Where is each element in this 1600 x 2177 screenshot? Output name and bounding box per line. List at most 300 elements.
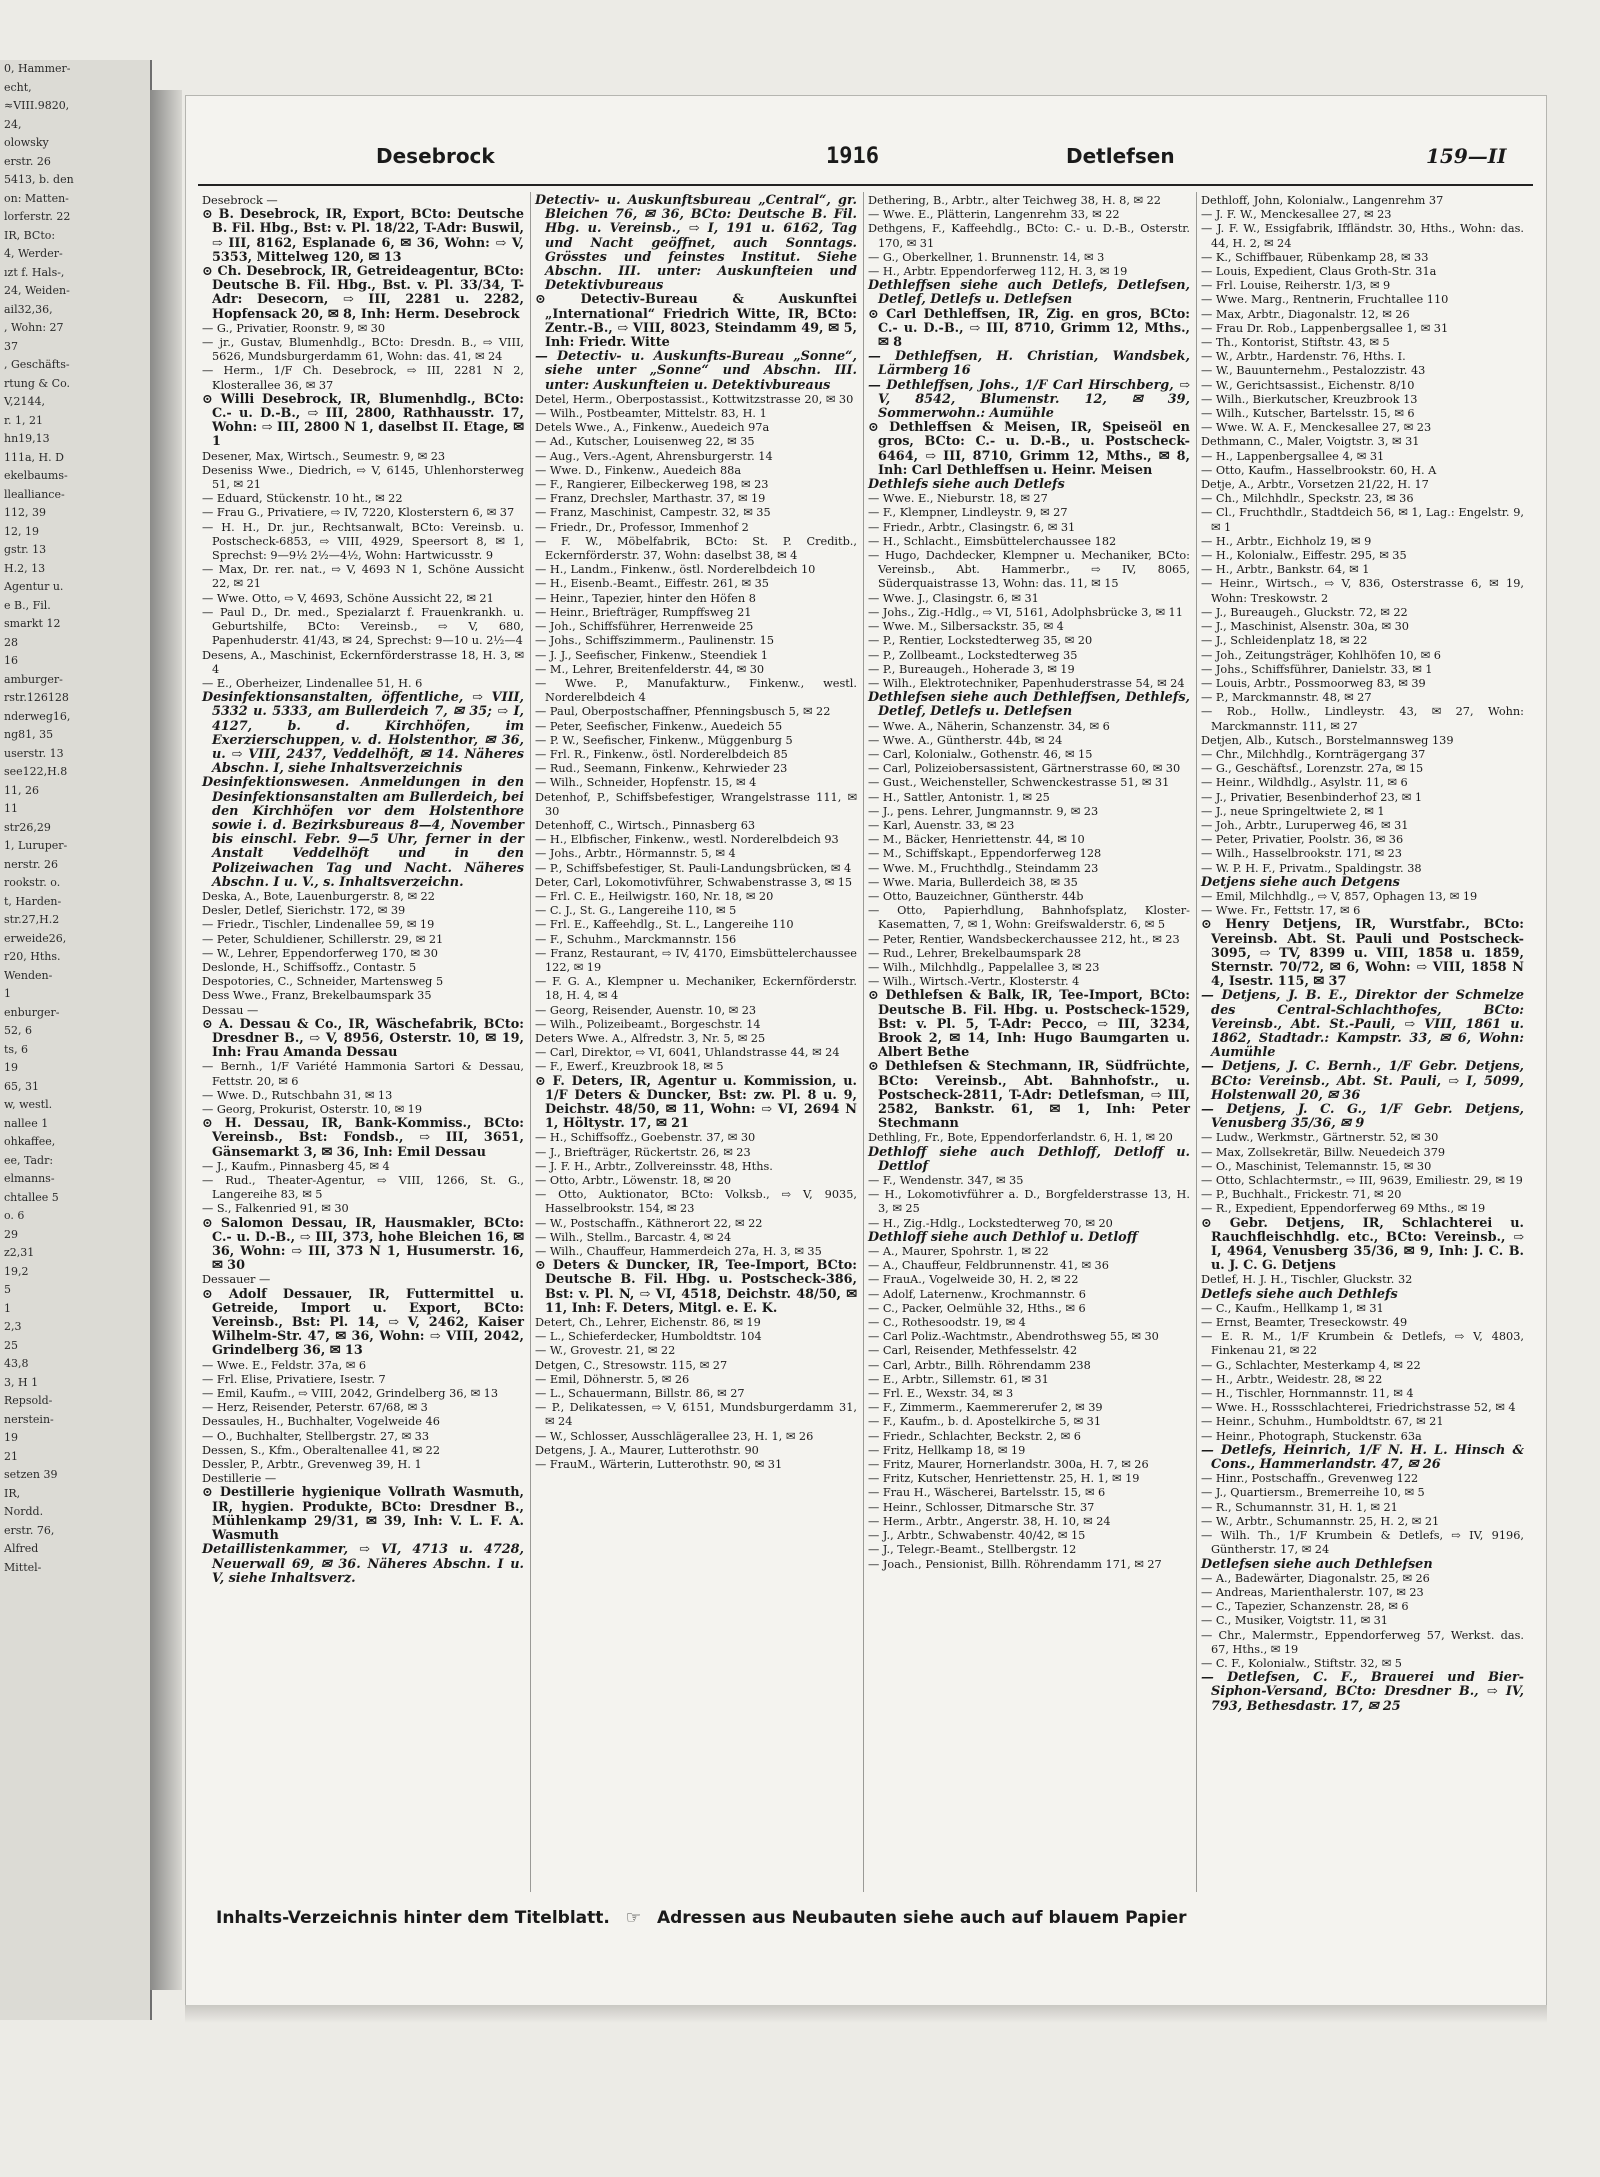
directory-entry: — Franz, Restaurant, ⇨ IV, 4170, Eimsbüttelerchaussee 122, ✉ 19: [535, 946, 857, 974]
facing-page-edge: [0, 60, 152, 2020]
directory-entry: Desinfektionswesen. Anmeldungen in den Desinfektionsanstalten am Bullerdeich, bei den Kirchhöfen vor dem Holstenthore sowie i. d. Bezirksbureaus 8—4, November bis einschl. Febr. 9—5 Uhr, ferner in der Anstalt Veddelhöft und in den Polizeiwachen Tag und Nacht. Näheres Abschn. I u. V., s. Inhaltsverzeichn.: [202, 775, 524, 890]
directory-entry: — Heinr., Schuhm., Humboldtstr. 67, ✉ 21: [1201, 1415, 1444, 1429]
directory-entry: — H., Sattler, Antonistr. 1, ✉ 25: [868, 790, 1050, 804]
facing-page-line: setzen 39: [4, 1468, 58, 1481]
facing-page-line: 5: [4, 1283, 11, 1296]
directory-entry: — Otto, Papierhdlung, Bahnhofsplatz, Kloster-Kasematten, 7, ✉ 1, Wohn: Greifswalderstr. 6, ✉ 5: [868, 904, 1190, 932]
directory-entry: — Frl. R., Finkenw., östl. Norderelbdeich 85: [535, 747, 788, 761]
directory-entry: Detel, Herm., Oberpostassist., Kottwitzstrasse 20, ✉ 30: [535, 392, 854, 406]
facing-page-line: chtallee 5: [4, 1190, 59, 1204]
facing-page-line: 0, Hammer-: [4, 62, 71, 75]
directory-entry: — Joach., Pensionist, Billh. Röhrendamm 171, ✉ 27: [868, 1557, 1162, 1571]
directory-entry: — J. F. H., Arbtr., Zollvereinsstr. 48, Hths.: [535, 1159, 773, 1173]
directory-entry: — C., Musiker, Voigtstr. 11, ✉ 31: [1201, 1614, 1388, 1628]
facing-page-line: 19: [4, 1061, 18, 1074]
directory-entry: Detjen, Alb., Kutsch., Borstelmannsweg 139: [1201, 733, 1454, 747]
directory-entry: Dethloff, John, Kolonialw., Langenrehm 37: [1201, 194, 1444, 207]
directory-entry: Dethering, B., Arbtr., alter Teichweg 38, H. 8, ✉ 22: [868, 194, 1161, 207]
directory-entry: Detert, Ch., Lehrer, Eichenstr. 86, ✉ 19: [535, 1316, 761, 1330]
facing-page-line: 24,: [4, 117, 22, 131]
facing-page-line: rstr.126128: [4, 691, 69, 704]
directory-entry: ⊙ Henry Detjens, IR, Wurstfabr., BCto: Vereinsb. Abt. St. Pauli und Postscheck-3095, ⇨ TV, 8399 u. VIII, 1858 u. 1859, Sternstr. 70/72, ✉ 6, Wohn: ⇨ VIII, 1858 N 4, Isestr. 115, ✉ 37: [1201, 917, 1524, 990]
directory-entry: — Wwe. D., Rutschbahn 31, ✉ 13: [202, 1088, 393, 1102]
directory-entry: Dessler, P., Arbtr., Grevenweg 39, H. 1: [202, 1458, 422, 1472]
directory-entry: — Louis, Expedient, Claus Groth-Str. 31a: [1201, 265, 1437, 279]
directory-entry: — Herz, Reisender, Peterstr. 67/68, ✉ 3: [202, 1401, 428, 1415]
directory-entry: — Wilh., Chauffeur, Hammerdeich 27a, H. 3, ✉ 35: [535, 1245, 822, 1259]
directory-entry: — J., Maschinist, Alsenstr. 30a, ✉ 30: [1201, 620, 1409, 634]
directory-entry: — Wilh. Th., 1/F Krumbein & Detlefs, ⇨ IV, 9196, Güntherstr. 17, ✉ 24: [1201, 1529, 1524, 1557]
facing-page-line: Agentur u.: [4, 580, 64, 593]
directory-entry: — Heinr., Wirtsch., ⇨ V, 836, Osterstrasse 6, ✉ 19, Wohn: Treskowstr. 2: [1201, 577, 1524, 605]
directory-entry: — W., Arbtr., Schumannstr. 25, H. 2, ✉ 21: [1201, 1514, 1440, 1528]
directory-entry: — Wwe. H., Rossschlachterei, Friedrichstrasse 52, ✉ 4: [1201, 1401, 1516, 1415]
directory-entry: — Chr., Milchhdlg., Kornträgergang 37: [1201, 747, 1426, 761]
directory-entry: — Wilh., Bierkutscher, Kreuzbrook 13: [1201, 392, 1418, 406]
directory-entry: — J. F. W., Menckesallee 27, ✉ 23: [1201, 208, 1392, 222]
facing-page-line: 1: [4, 1301, 11, 1315]
directory-entry: Desener, Max, Wirtsch., Seumestr. 9, ✉ 23: [202, 449, 446, 463]
facing-page-line: ng81, 35: [4, 728, 54, 741]
directory-entry: — C., Kaufm., Hellkamp 1, ✉ 31: [1201, 1301, 1384, 1315]
directory-entry: — Heinr., Tapezier, hinter den Höfen 8: [535, 591, 756, 605]
directory-entry: — W., Bauunternehm., Pestalozzistr. 43: [1201, 364, 1426, 378]
directory-entry: — Friedr., Tischler, Lindenallee 59, ✉ 19: [202, 918, 435, 932]
directory-entry: Deters Wwe. A., Alfredstr. 3, Nr. 5, ✉ 25: [535, 1031, 766, 1045]
facing-page-line: 112, 39: [4, 506, 46, 519]
directory-entry: Detenhof, P., Schiffsbefestiger, Wrangelstrasse 111, ✉ 30: [535, 790, 857, 818]
directory-entry: — W., Gerichtsassist., Eichenstr. 8/10: [1201, 378, 1415, 392]
directory-page: [185, 95, 1547, 2007]
facing-page-line: nerstr. 26: [4, 857, 58, 871]
facing-page-line: lorferstr. 22: [4, 210, 71, 223]
directory-entry: — Friedr., Arbtr., Clasingstr. 6, ✉ 31: [868, 520, 1076, 534]
directory-entry: — H., Lokomotivführer a. D., Borgfelderstrasse 13, H. 3, ✉ 25: [868, 1188, 1190, 1216]
directory-entry: — O., Maschinist, Telemannstr. 15, ✉ 30: [1201, 1159, 1432, 1173]
directory-entry: — E., Arbtr., Sillemstr. 61, ✉ 31: [868, 1372, 1049, 1386]
directory-entry: — Joh., Zeitungsträger, Kohlhöfen 10, ✉ 6: [1201, 648, 1441, 662]
facing-page-line: rtung & Co.: [4, 376, 71, 390]
directory-entry: — Franz, Maschinist, Campestr. 32, ✉ 35: [535, 506, 771, 520]
directory-entry: — H., Arbtr., Eichholz 19, ✉ 9: [1201, 534, 1372, 548]
directory-entry: — Frau H., Wäscherei, Bartelsstr. 15, ✉ 6: [868, 1486, 1106, 1500]
directory-entry: Deseniss Wwe., Diedrich, ⇨ V, 6145, Uhlenhorsterweg 51, ✉ 21: [202, 463, 524, 492]
directory-entry: — C. F., Kolonialw., Stiftstr. 32, ✉ 5: [1201, 1656, 1402, 1670]
header-first-entry: Desebrock: [376, 144, 495, 168]
directory-entry: — Max, Arbtr., Diagonalstr. 12, ✉ 26: [1201, 307, 1410, 321]
directory-entry: — Wilh., Stellm., Barcastr. 4, ✉ 24: [535, 1230, 732, 1244]
directory-entry: — Wilh., Hasselbrookstr. 171, ✉ 23: [1201, 847, 1402, 861]
pointing-hand-icon: ☞: [625, 1908, 642, 1928]
directory-entry: — Rud., Lehrer, Brekelbaumspark 28: [868, 946, 1082, 960]
facing-page-line: 111a, H. D: [4, 450, 64, 464]
directory-entry: — Wwe. P., Manufakturw., Finkenw., westl. Norderelbdeich 4: [535, 676, 857, 705]
facing-page-line: 3, H 1: [4, 1375, 39, 1389]
directory-entry: — W., Arbtr., Hardenstr. 76, Hths. I.: [1201, 350, 1406, 364]
directory-entry: — Herm., Arbtr., Angerstr. 38, H. 10, ✉ 24: [868, 1514, 1111, 1528]
directory-entry: Desinfektionsanstalten, öffentliche, ⇨ VIII, 5332 u. 5333, am Bullerdeich 7, ✉ 35; ⇨ I, 4127, b. d. Kirchhöfen, im Exerzierschuppen, v. d. Holstenthor, ✉ 36, u. ⇨ VIII, 2437, Veddelhöft, ✉ 14. Näheres Abschn. I, siehe Inhaltsverzeichnis: [202, 690, 524, 777]
column-2: [531, 192, 864, 1892]
directory-entry: — Rud., Theater-Agentur, ⇨ VIII, 1266, St. G., Langereihe 83, ✉ 5: [202, 1174, 524, 1202]
directory-entry: — G., Geschäftsf., Lorenzstr. 27a, ✉ 15: [1201, 762, 1424, 776]
entry-columns: [198, 192, 1533, 1892]
directory-entry: — Otto, Bauzeichner, Güntherstr. 44b: [868, 889, 1084, 903]
directory-entry: ⊙ Dethlefsen & Stechmann, IR, Südfrüchte, BCto: Vereinsb., Abt. Bahnhofstr., u. Postscheck-2811, T-Adr: Detlefsman, ⇨ III, 2582, Bankstr. 61, ✉ 1, Inh: Peter Stechmann: [868, 1059, 1190, 1132]
directory-entry: — Wilh., Wirtsch.-Vertr., Klosterstr. 4: [868, 975, 1080, 989]
facing-page-line: olowsky: [4, 136, 49, 149]
directory-entry: — Georg, Reisender, Auenstr. 10, ✉ 23: [535, 1003, 757, 1017]
directory-entry: — P., Marckmannstr. 48, ✉ 27: [1201, 691, 1372, 705]
directory-entry: — Frl. E., Wexstr. 34, ✉ 3: [868, 1387, 1014, 1401]
directory-entry: — Detectiv- u. Auskunfts-Bureau „Sonne“, siehe unter „Sonne“ und Abschn. III. unter: Auskunfteien u. Detektivbureaus: [535, 349, 857, 393]
directory-entry: — M., Schiffskapt., Eppendorferweg 128: [868, 847, 1102, 861]
directory-entry: Detgens, J. A., Maurer, Lutterothstr. 90: [535, 1443, 759, 1457]
directory-entry: Desens, A., Maschinist, Eckernförderstrasse 18, H. 3, ✉ 4: [202, 648, 524, 676]
directory-entry: — M., Bäcker, Henriettenstr. 44, ✉ 10: [868, 833, 1085, 847]
directory-entry: — Georg, Prokurist, Osterstr. 10, ✉ 19: [202, 1103, 423, 1116]
directory-entry: Dess Wwe., Franz, Brekelbaumspark 35: [202, 989, 432, 1003]
directory-entry: ⊙ Deters & Duncker, IR, Tee-Import, BCto: Deutsche B. Fil. Hbg. u. Postscheck-386, Bst: v. Pl. N, ⇨ VI, 4518, Deichstr. 48/50, ✉ 11, Inh: F. Deters, Mitgl. e. E. K.: [535, 1258, 857, 1316]
directory-entry: ⊙ Ch. Desebrock, IR, Getreideagentur, BCto: Deutsche B. Fil. Hbg., Bst. v. Pl. 33/34, T-Adr: Desecorn, ⇨ III, 2281 u. 2282, Hopfensack 20, ✉ 8, Inh: Herm. Desebrock: [202, 264, 524, 322]
directory-entry: — H. H., Dr. jur., Rechtsanwalt, BCto: Vereinsb. u. Postscheck-6853, ⇨ VIII, 4929, Speersort 8, ✉ 1, Sprechst: 9—9½ 2½—4½, Wohn: Hartwicusstr. 9: [202, 520, 524, 563]
directory-entry: — Paul D., Dr. med., Spezialarzt f. Frauenkrankh. u. Geburtshilfe, BCto: Vereinsb., ⇨ V, 680, Papenhuderstr. 41/43, ✉ 24, Sprechst: 9—10 u. 2½—4: [202, 605, 524, 648]
facing-page-line: enburger-: [4, 1005, 60, 1019]
directory-entry: — Ludw., Werkmstr., Gärtnerstr. 52, ✉ 30: [1201, 1131, 1439, 1145]
directory-entry: — J., Schleidenplatz 18, ✉ 22: [1201, 634, 1368, 648]
directory-entry: — Wwe. Maria, Bullerdeich 38, ✉ 35: [868, 875, 1078, 889]
directory-entry: — Heinr., Photograph, Stuckenstr. 63a: [1201, 1429, 1422, 1443]
directory-entry: ⊙ Salomon Dessau, IR, Hausmakler, BCto: C.- u. D.-B., ⇨ III, 373, hohe Bleichen 16, ✉ 36, Wohn: ⇨ III, 373 N 1, Husumerstr. 16, ✉ 30: [202, 1215, 524, 1274]
directory-entry: — Emil, Kaufm., ⇨ VIII, 2042, Grindelberg 36, ✉ 13: [202, 1387, 499, 1401]
directory-entry: — J., Bureaugeh., Gluckstr. 72, ✉ 22: [1201, 605, 1408, 619]
facing-page-line: ohkaffee,: [4, 1135, 56, 1148]
directory-entry: — Adolf, Laternenw., Krochmannstr. 6: [868, 1287, 1086, 1301]
facing-page-line: smarkt 12: [4, 617, 61, 630]
facing-page-line: ekelbaums-: [4, 469, 68, 482]
directory-entry: — Johs., Schiffsführer, Danielstr. 33, ✉ 1: [1201, 662, 1433, 676]
facing-page-line: H.2, 13: [4, 561, 46, 575]
header-divider: [198, 184, 1533, 186]
directory-entry: — K., Schiffbauer, Rübenkamp 28, ✉ 33: [1201, 250, 1429, 264]
facing-page-line: 29: [4, 1227, 18, 1241]
facing-page-line: 5413, b. den: [4, 173, 74, 186]
directory-entry: Dethleffsen siehe auch Detlefs, Detlefsen, Detlef, Detlefs u. Detlefsen: [868, 278, 1190, 308]
facing-page-line: 24, Weiden-: [4, 284, 70, 297]
directory-entry: — W., Postschaffn., Käthnerort 22, ✉ 22: [535, 1216, 763, 1230]
directory-entry: — Wwe. J., Clasingstr. 6, ✉ 31: [868, 591, 1039, 605]
directory-entry: — F., Wendenstr. 347, ✉ 35: [868, 1174, 1024, 1188]
column-4: [1197, 192, 1530, 1892]
directory-entry: Dethgens, F., Kaffeehdlg., BCto: C.- u. D.-B., Osterstr. 170, ✉ 31: [868, 222, 1190, 250]
directory-entry: — H., Tischler, Hornmannstr. 11, ✉ 4: [1201, 1387, 1414, 1401]
facing-page-line: o. 6: [4, 1209, 25, 1222]
directory-entry: — Ernst, Beamter, Treseckowstr. 49: [1201, 1316, 1408, 1330]
directory-entry: Detaillistenkammer, ⇨ VI, 4713 u. 4728, Neuerwall 69, ✉ 36. Näheres Abschn. I u. V, siehe Inhaltsverz.: [202, 1542, 524, 1586]
directory-entry: — Fritz, Hellkamp 18, ✉ 19: [868, 1443, 1026, 1457]
facing-page-line: 52, 6: [4, 1024, 32, 1037]
facing-page-line: 43,8: [4, 1357, 29, 1370]
facing-page-line: Wenden-: [4, 968, 53, 982]
directory-entry: ⊙ Destillerie hygienique Vollrath Wasmuth, IR, hygien. Produkte, BCto: Dresdner B., Mühlenkamp 29/31, ✉ 39, Inh: V. L. F. A. Wasmuth: [202, 1485, 524, 1544]
directory-entry: — Wwe. Fr., Fettstr. 17, ✉ 6: [1201, 904, 1361, 918]
directory-entry: — Peter, Seefischer, Finkenw., Auedeich 55: [535, 719, 783, 733]
directory-entry: — Louis, Arbtr., Possmoorweg 83, ✉ 39: [1201, 676, 1426, 690]
directory-entry: — Otto, Auktionator, BCto: Volksb., ⇨ V, 9035, Hasselbrookstr. 154, ✉ 23: [535, 1188, 857, 1216]
directory-entry: Detlefsen siehe auch Dethlefsen: [1201, 1556, 1433, 1572]
footer-new-buildings-note: Adressen aus Neubauten siehe auch auf blauem Papier: [656, 1908, 1187, 1928]
directory-entry: — Heinr., Wildhdlg., Asylstr. 11, ✉ 6: [1201, 776, 1408, 790]
facing-page-line: ts, 6: [4, 1042, 29, 1056]
directory-entry: Dethloff siehe auch Dethloff, Detloff u. Dettlof: [868, 1144, 1190, 1174]
directory-entry: — Emil, Milchhdlg., ⇨ V, 857, Ophagen 13, ✉ 19: [1201, 889, 1478, 903]
facing-page-line: , Wohn: 27: [4, 321, 64, 334]
column-1: [198, 192, 531, 1892]
running-header: [226, 144, 1526, 178]
facing-page-line: t, Harden-: [4, 894, 62, 908]
directory-entry: Dessau —: [202, 1003, 259, 1017]
directory-entry: — Detlefs, Heinrich, 1/F N. H. L. Hinsch & Cons., Hammerlandstr. 47, ✉ 26: [1201, 1442, 1524, 1473]
directory-entry: — Wilh., Schneider, Hopfenstr. 15, ✉ 4: [535, 776, 757, 790]
directory-entry: — J., neue Springeltwiete 2, ✉ 1: [1201, 804, 1385, 818]
directory-entry: — Ad., Kutscher, Louisenweg 22, ✉ 35: [535, 435, 755, 449]
directory-entry: — P., Zollbeamt., Lockstedterweg 35: [868, 648, 1078, 662]
directory-entry: — Frl. C. E., Heilwigstr. 160, Nr. 18, ✉ 20: [535, 889, 774, 903]
directory-entry: — Carl, Reisender, Methfesselstr. 42: [868, 1344, 1078, 1358]
directory-entry: Dessen, S., Kfm., Oberaltenallee 41, ✉ 22: [202, 1443, 441, 1457]
facing-page-line: erweide26,: [4, 931, 67, 945]
directory-entry: Detlefs siehe auch Dethlefs: [1201, 1286, 1398, 1302]
facing-page-line: elmanns-: [4, 1172, 55, 1185]
facing-page-line: 28: [4, 635, 18, 649]
directory-entry: Detlef, H. J. H., Tischler, Gluckstr. 32: [1201, 1273, 1413, 1287]
directory-entry: — Wwe. E., Nieburstr. 18, ✉ 27: [868, 492, 1048, 506]
directory-entry: — Wilh., Elektrotechniker, Papenhuderstrasse 54, ✉ 24: [868, 676, 1185, 690]
facing-page-line: e B., Fil.: [4, 598, 51, 612]
directory-entry: — W. P. H. F., Privatm., Spaldingstr. 38: [1201, 861, 1422, 875]
directory-entry: — J. F. W., Essigfabrik, Iffländstr. 30, Hths., Wohn: das. 44, H. 2, ✉ 24: [1201, 222, 1524, 250]
directory-entry: — Peter, Privatier, Poolstr. 36, ✉ 36: [1201, 833, 1404, 847]
facing-page-line: 65, 31: [4, 1079, 39, 1093]
directory-entry: — C., Packer, Oelmühle 32, Hths., ✉ 6: [868, 1301, 1086, 1315]
facing-page-line: ail32,36,: [4, 302, 53, 316]
column-3: [864, 192, 1197, 1892]
directory-entry: ⊙ Carl Dethleffsen, IR, Zig. en gros, BCto: C.- u. D.-B., ⇨ III, 8710, Grimm 12, Mths., ✉ 8: [868, 306, 1190, 351]
directory-entry: — W., Schlosser, Ausschlägerallee 23, H. 1, ✉ 26: [535, 1429, 814, 1443]
directory-entry: — H., Schlacht., Eimsbüttelerchaussee 182: [868, 534, 1117, 548]
directory-entry: — Emil, Döhnerstr. 5, ✉ 26: [535, 1372, 690, 1386]
directory-entry: Dethling, Fr., Bote, Eppendorferlandstr. 6, H. 1, ✉ 20: [868, 1131, 1173, 1145]
facing-page-line: 16: [4, 654, 18, 667]
directory-entry: — H., Lappenbergsallee 4, ✉ 31: [1201, 449, 1385, 463]
directory-entry: Dethloff siehe auch Dethlof u. Detloff: [868, 1229, 1138, 1245]
directory-entry: — Dethleffsen, H. Christian, Wandsbek, Lärmberg 16: [868, 349, 1190, 379]
directory-entry: — Frau Dr. Rob., Lappenbergsallee 1, ✉ 31: [1201, 321, 1449, 335]
directory-entry: — Max, Dr. rer. nat., ⇨ V, 4693 N 1, Schöne Aussicht 22, ✉ 21: [202, 563, 524, 591]
directory-entry: — H., Arbtr., Weidestr. 28, ✉ 22: [1201, 1372, 1383, 1386]
directory-entry: — F., Kaufm., b. d. Apostelkirche 5, ✉ 31: [868, 1415, 1102, 1429]
directory-entry: — Heinr., Schlosser, Ditmarsche Str. 37: [868, 1500, 1095, 1514]
directory-entry: ⊙ Dethlefsen & Balk, IR, Tee-Import, BCto: Deutsche B. Fil. Hbg. u. Postscheck-1529, Bst: v. Pl. 5, T-Adr: Pecco, ⇨ III, 3234, Brook 2, ✉ 14, Inh: Hugo Baumgarten u. Albert Bethe: [868, 988, 1190, 1061]
directory-entry: — Wwe. Otto, ⇨ V, 4693, Schöne Aussicht 22, ✉ 21: [202, 591, 494, 605]
directory-entry: — R., Schumannstr. 31, H. 1, ✉ 21: [1201, 1500, 1398, 1514]
directory-entry: — Eduard, Stückenstr. 10 ht., ✉ 22: [202, 492, 403, 506]
directory-entry: — Joh., Schiffsführer, Herrenweide 25: [535, 620, 754, 634]
facing-page-line: w, westl.: [4, 1098, 53, 1111]
directory-entry: — Frl. Louise, Reiherstr. 1/3, ✉ 9: [1201, 279, 1391, 293]
facing-page-line: V,2144,: [4, 395, 46, 408]
directory-entry: — Joh., Arbtr., Luruperweg 46, ✉ 31: [1201, 818, 1409, 832]
directory-entry: ⊙ Detectiv-Bureau & Auskunftei „International“ Friedrich Witte, IR, BCto: Zentr.-B., ⇨ VIII, 8023, Steindamm 49, ✉ 5, Inh: Friedr. Witte: [535, 292, 857, 351]
directory-entry: — F. G. A., Klempner u. Mechaniker, Eckernförderstr. 18, H. 4, ✉ 4: [535, 975, 857, 1003]
directory-entry: ⊙ Adolf Dessauer, IR, Futtermittel u. Getreide, Import u. Export, BCto: Vereinsb., Bst: Pl. 14, ⇨ V, 2462, Kaiser Wilhelm-Str. 47, ✉ 36, Wohn: ⇨ VIII, 2042, Grindelberg 36, ✉ 13: [202, 1286, 524, 1359]
directory-entry: — Wwe. A., Näherin, Schanzenstr. 34, ✉ 6: [868, 719, 1110, 733]
directory-entry: — J., pens. Lehrer, Jungmannstr. 9, ✉ 23: [868, 804, 1099, 818]
directory-entry: — Wilh., Postbeamter, Mittelstr. 83, H. 1: [535, 407, 767, 421]
directory-entry: — C., Rothesoodstr. 19, ✉ 4: [868, 1316, 1026, 1330]
directory-entry: — F., Schuhm., Marckmannstr. 156: [535, 932, 737, 946]
directory-entry: — Rud., Seemann, Finkenw., Kehrwieder 23: [535, 762, 788, 776]
directory-entry: ⊙ B. Desebrock, IR, Export, BCto: Deutsche B. Fil. Hbg., Bst: v. Pl. 18/22, T-Adr: Buswil, ⇨ III, 8162, Esplanade 6, ✉ 36, Wohn: ⇨ V, 5353, Mittelweg 120, ✉ 13: [202, 207, 524, 265]
facing-page-line: see122,H.8: [4, 765, 68, 778]
directory-entry: Dethlefsen siehe auch Dethleffsen, Dethlefs, Detlef, Detlefs u. Detlefsen: [868, 690, 1190, 720]
directory-entry: — Otto, Schlachtermstr., ⇨ III, 9639, Emiliestr. 29, ✉ 19: [1201, 1174, 1523, 1188]
directory-entry: — Ch., Milchhdlr., Speckstr. 23, ✉ 36: [1201, 492, 1414, 506]
directory-entry: — Aug., Vers.-Agent, Ahrensburgerstr. 14: [535, 449, 773, 463]
directory-entry: — Max, Zollsekretär, Billw. Neuedeich 379: [1201, 1145, 1446, 1159]
facing-page-line: Nordd.: [4, 1505, 44, 1518]
facing-page-line: ızt f. Hals-,: [4, 265, 65, 279]
directory-entry: — H., Schiffsoffz., Goebenstr. 37, ✉ 30: [535, 1131, 756, 1145]
directory-entry: ⊙ A. Dessau & Co., IR, Wäschefabrik, BCto: Dresdner B., ⇨ V, 8956, Osterstr. 10, ✉ 19, Inh: Frau Amanda Dessau: [202, 1016, 524, 1061]
directory-entry: ⊙ H. Dessau, IR, Bank-Kommiss., BCto: Vereinsb., Bst: Fondsb., ⇨ III, 3651, Gänsemarkt 3, ✉ 36, Inh: Emil Dessau: [202, 1116, 524, 1160]
directory-entry: — H., Landm., Finkenw., östl. Norderelbdeich 10: [535, 563, 816, 577]
directory-entry: ⊙ F. Deters, IR, Agentur u. Kommission, u. 1/F Deters & Duncker, Bst: zw. Pl. 8 u. 9, Deichstr. 48/50, ✉ 11, Wohn: ⇨ VI, 2694 N 1, Höltystr. 17, ✉ 21: [535, 1073, 857, 1132]
facing-page-line: 21: [4, 1449, 18, 1463]
directory-entry: Detels Wwe., A., Finkenw., Auedeich 97a: [535, 421, 770, 435]
facing-page-line: , Geschäfts-: [4, 358, 70, 371]
directory-entry: — Detjens, J. B. E., Direktor der Schmelze des Central-Schlachthofes, BCto: Vereinsb., Abt. St.-Pauli, ⇨ VIII, 1861 u. 1862, Stadtadr.: Kampstr. 33, ✉ 6, Wohn: Aumühle: [1201, 988, 1524, 1061]
facing-page-line: 12, 19: [4, 524, 39, 538]
directory-entry: — Frl. E., Kaffeehdlg., St. L., Langereihe 110: [535, 918, 794, 932]
directory-entry: — Detjens, J. C. Bernh., 1/F Gebr. Detjens, BCto: Vereinsb., Abt. St. Pauli, ⇨ I, 5099, Holstenwall 20, ✉ 36: [1201, 1059, 1524, 1103]
directory-entry: — G., Privatier, Roonstr. 9, ✉ 30: [202, 321, 386, 335]
directory-entry: — Detjens, J. C. G., 1/F Gebr. Detjens, Venusberg 35/36, ✉ 9: [1201, 1102, 1524, 1132]
directory-entry: Detjens siehe auch Detgens: [1201, 874, 1400, 890]
directory-entry: Desebrock —: [202, 194, 278, 207]
directory-entry: Dethmann, C., Maler, Voigtstr. 3, ✉ 31: [1201, 435, 1420, 449]
directory-entry: Deslonde, H., Schiffsoffz., Contastr. 5: [202, 960, 417, 974]
directory-entry: — Carl, Direktor, ⇨ VI, 6041, Uhlandstrasse 44, ✉ 24: [535, 1046, 840, 1060]
facing-page-line: str26,29: [4, 820, 51, 834]
directory-entry: — F. W., Möbelfabrik, BCto: St. P. Creditb., Eckernförderstr. 37, Wohn: daselbst 38, ✉ 4: [535, 534, 857, 563]
facing-page-line: erstr. 26: [4, 154, 51, 168]
directory-entry: — F., Klempner, Lindleystr. 9, ✉ 27: [868, 506, 1068, 520]
directory-entry: — P. W., Seefischer, Finkenw., Müggenburg 5: [535, 733, 793, 747]
directory-entry: Dessauer —: [202, 1273, 271, 1287]
directory-entry: — Peter, Schuldiener, Schillerstr. 29, ✉ 21: [202, 932, 444, 946]
directory-entry: — J., Telegr.-Beamt., Stellbergstr. 12: [868, 1543, 1077, 1557]
page-shadow: [185, 2005, 1547, 2023]
directory-entry: — Johs., Zig.-Hdlg., ⇨ VI, 5161, Adolphsbrücke 3, ✉ 11: [868, 605, 1183, 619]
directory-entry: — P., Buchhalt., Frickestr. 71, ✉ 20: [1201, 1188, 1402, 1202]
directory-entry: — P., Schiffsbefestiger, St. Pauli-Landungsbrücken, ✉ 4: [535, 861, 852, 875]
facing-page-line: nderweg16,: [4, 709, 71, 723]
directory-entry: — Friedr., Dr., Professor, Immenhof 2: [535, 520, 749, 534]
facing-page-line: 4, Werder-: [4, 247, 63, 260]
facing-page-line: llealliance-: [4, 487, 65, 501]
facing-page-line: str.27,H.2: [4, 913, 60, 926]
directory-entry: — Wwe. M., Silbersackstr. 35, ✉ 4: [868, 620, 1064, 634]
directory-entry: — Franz, Drechsler, Marthastr. 37, ✉ 19: [535, 492, 766, 506]
directory-entry: — J., Briefträger, Rückertstr. 26, ✉ 23: [535, 1145, 751, 1159]
directory-entry: Destillerie —: [202, 1472, 277, 1486]
directory-entry: — F., Rangierer, Eilbeckerweg 198, ✉ 23: [535, 478, 769, 492]
directory-entry: — Dethleffsen, Johs., 1/F Carl Hirschberg, ⇨ V, 8542, Blumenstr. 12, ✉ 39, Sommerwohn.: Aumühle: [868, 377, 1190, 422]
header-last-entry: Detlefsen: [1066, 144, 1175, 168]
directory-entry: — F., Ewerf., Kreuzbrook 18, ✉ 5: [535, 1060, 724, 1074]
facing-page-line: rookstr. o.: [4, 876, 61, 889]
directory-entry: — Peter, Rentier, Wandsbeckerchaussee 212, ht., ✉ 23: [868, 932, 1180, 946]
directory-entry: — Herm., 1/F Ch. Desebrock, ⇨ III, 2281 N 2, Klosterallee 36, ✉ 37: [202, 364, 524, 392]
directory-entry: — Otto, Kaufm., Hasselbrookstr. 60, H. A: [1201, 463, 1437, 477]
directory-entry: — Th., Kontorist, Stiftstr. 43, ✉ 5: [1201, 336, 1390, 350]
directory-entry: — P., Rentier, Lockstedterweg 35, ✉ 20: [868, 634, 1093, 648]
directory-entry: — A., Badewärter, Diagonalstr. 25, ✉ 26: [1201, 1571, 1430, 1585]
directory-entry: — R., Expedient, Eppendorferweg 69 Mths., ✉ 19: [1201, 1202, 1486, 1216]
page-number: 159—II: [1426, 144, 1507, 168]
directory-entry: Despotories, C., Schneider, Martensweg 5: [202, 975, 444, 989]
directory-entry: — H., Eisenb.-Beamt., Eiffestr. 261, ✉ 35: [535, 577, 769, 591]
directory-entry: — W., Grovestr. 21, ✉ 22: [535, 1344, 676, 1358]
facing-page-line: nallee 1: [4, 1116, 49, 1130]
facing-page-line: IR,: [4, 1486, 21, 1500]
directory-entry: — S., Falkenried 91, ✉ 30: [202, 1202, 349, 1216]
directory-entry: — Wwe. D., Finkenw., Auedeich 88a: [535, 463, 742, 477]
facing-page-line: amburger-: [4, 672, 63, 686]
facing-page-line: r. 1, 21: [4, 413, 44, 427]
directory-entry: — Wwe. E., Plätterin, Langenrehm 33, ✉ 22: [868, 208, 1120, 222]
directory-entry: — J., Kaufm., Pinnasberg 45, ✉ 4: [202, 1159, 390, 1173]
directory-entry: — Carl, Polizeiobersassistent, Gärtnerstrasse 60, ✉ 30: [868, 762, 1181, 776]
directory-entry: — Carl, Kolonialw., Gothenstr. 46, ✉ 15: [868, 747, 1093, 761]
facing-page-line: 37: [4, 339, 18, 353]
directory-entry: ⊙ Gebr. Detjens, IR, Schlachterei u. Rauchfleischhdlg. etc., BCto: Vereinsb., ⇨ I, 4964, Venusberg 35/36, ✉ 9, Inh: J. C. B. u. J. C. G. Detjens: [1201, 1215, 1524, 1274]
directory-entry: — Wwe. E., Feldstr. 37a, ✉ 6: [202, 1358, 367, 1372]
facing-page-line: gstr. 13: [4, 543, 47, 556]
directory-entry: — Rob., Hollw., Lindleystr. 43, ✉ 27, Wohn: Marckmannstr. 111, ✉ 27: [1201, 705, 1524, 733]
directory-entry: — G., Oberkellner, 1. Brunnenstr. 14, ✉ 3: [868, 250, 1105, 264]
directory-entry: — Frl. Elise, Privatiere, Isestr. 7: [202, 1372, 386, 1386]
directory-entry: — Johs., Schiffszimmerm., Paulinenstr. 15: [535, 634, 775, 648]
directory-entry: ⊙ Dethleffsen & Meisen, IR, Speiseöl en gros, BCto: C.- u. D.-B., u. Postscheck-6464, ⇨ III, 8710, Grimm 12, Mths., ✉ 8, Inh: Carl Dethleffsen u. Heinr. Meisen: [868, 420, 1190, 478]
directory-entry: Detectiv- u. Auskunftsbureau „Central“, gr. Bleichen 76, ✉ 36, BCto: Deutsche B. Fil. Hbg. u. Vereinsb., ⇨ I, 191 u. 6162, Tag und Nacht geöffnet, auch Sonntags. Grösstes und feinstes Institut. Siehe Abschn. III. unter: Auskunfteien und Detektivbureaus: [535, 193, 857, 294]
facing-page-line: Mittel-: [4, 1560, 42, 1574]
directory-entry: — H., Zig.-Hdlg., Lockstedterweg 70, ✉ 20: [868, 1216, 1113, 1230]
directory-entry: — L., Schieferdecker, Humboldtstr. 104: [535, 1330, 762, 1344]
directory-entry: — FrauM., Wärterin, Lutterothstr. 90, ✉ 31: [535, 1458, 783, 1472]
facing-page-line: ≈VIII.9820,: [4, 99, 70, 112]
facing-page-line: echt,: [4, 80, 32, 94]
facing-page-line: z2,31: [4, 1246, 35, 1259]
directory-entry: — Carl Poliz.-Wachtmstr., Abendrothsweg 55, ✉ 30: [868, 1330, 1159, 1344]
directory-entry: — Gust., Weichensteller, Schwenckestrasse 51, ✉ 31: [868, 776, 1170, 790]
facing-page-line: 2,3: [4, 1320, 22, 1333]
facing-page-line: Alfred: [4, 1542, 39, 1555]
directory-entry: — C. J., St. G., Langereihe 110, ✉ 5: [535, 904, 737, 918]
directory-entry: — Wwe. A., Güntherstr. 44b, ✉ 24: [868, 733, 1063, 747]
facing-page-line: 11, 26: [4, 783, 39, 797]
directory-entry: — O., Buchhalter, Stellbergstr. 27, ✉ 33: [202, 1429, 430, 1443]
